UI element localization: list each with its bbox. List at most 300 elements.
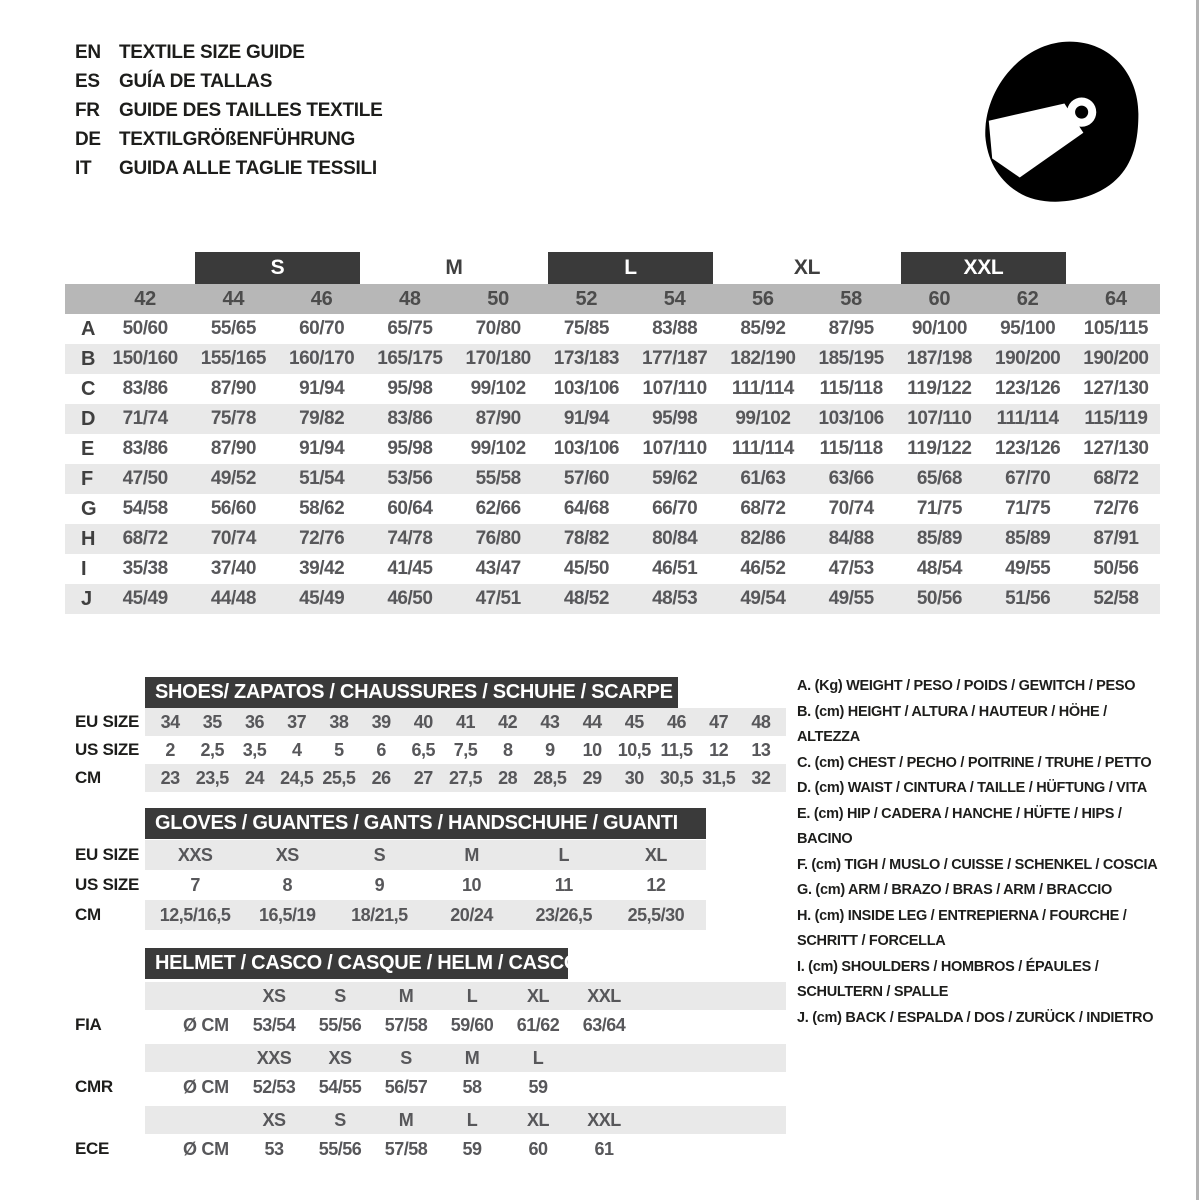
size-value: 32	[751, 767, 771, 788]
shoes-section-title: SHOES/ ZAPATOS / CHAUSSURES / SCHUHE / SCARPE	[155, 681, 673, 703]
size-value: 75/85	[563, 318, 609, 339]
helmet-size-label: L	[532, 1047, 544, 1068]
main-size-table	[65, 252, 1160, 614]
size-value: 31,5	[702, 767, 736, 788]
size-value: 127/130	[1083, 378, 1149, 399]
size-value: 87/91	[1093, 528, 1139, 549]
size-value: 44	[582, 711, 602, 732]
row-label-cmr: CMR	[75, 1077, 113, 1096]
size-value: 95/98	[387, 438, 433, 459]
size-value: 49/54	[740, 588, 786, 609]
size-value: 119/122	[907, 438, 972, 459]
size-value: 28,5	[533, 767, 567, 788]
helmet-size-value: 61	[594, 1138, 614, 1159]
row-letter: I	[81, 557, 87, 580]
size-value: 7,5	[453, 739, 478, 760]
language-code-de: DE	[75, 128, 101, 150]
size-value: 49/55	[1005, 558, 1051, 579]
measure-row-h	[65, 524, 1160, 554]
size-value: 84/88	[828, 528, 874, 549]
helmet-size-label: S	[334, 985, 346, 1006]
size-value: 111/114	[996, 408, 1059, 429]
main-table-rows	[65, 314, 1160, 614]
size-value: 45/50	[563, 558, 609, 579]
helmet-icon-svg	[975, 30, 1147, 208]
size-column-header-46: 46	[310, 287, 333, 310]
size-column-header-48: 48	[399, 287, 421, 310]
measure-row-a	[65, 314, 1160, 344]
size-value: 91/94	[299, 378, 345, 399]
size-value: XL	[644, 844, 667, 865]
size-value: 83/86	[122, 378, 168, 399]
helmet-size-value: 55/56	[318, 1014, 362, 1035]
size-value: 30	[624, 767, 644, 788]
page-right-border	[1196, 0, 1199, 1200]
size-value: 56/60	[210, 498, 256, 519]
size-value: 68/72	[740, 498, 786, 519]
helmet-size-header-row-fia	[145, 982, 786, 1010]
size-value: 49/55	[828, 588, 874, 609]
size-value: 10	[582, 739, 602, 760]
measure-row-c	[65, 374, 1160, 404]
helmet-size-value: 59	[528, 1076, 548, 1097]
legend-item-h: H. (cm) INSIDE LEG / ENTREPIERNA / FOURCHE / SCHRITT / FORCELLA	[797, 907, 1127, 949]
size-value: 107/110	[907, 408, 972, 429]
size-value: 85/89	[916, 528, 962, 549]
legend-item-i: I. (cm) SHOULDERS / HOMBROS / ÉPAULES / SCHULTERN / SPALLE	[797, 958, 1099, 1000]
size-value: 20/24	[450, 904, 493, 925]
size-value: 7	[190, 874, 200, 895]
main-table-header-row	[65, 284, 1160, 314]
size-value: L	[558, 844, 569, 865]
size-value: 45	[624, 711, 644, 732]
size-value: 83/86	[387, 408, 433, 429]
helmet-size-label: L	[466, 985, 478, 1006]
row-letter: E	[81, 437, 95, 460]
size-band-s: S	[195, 252, 360, 284]
size-value: 66/70	[652, 498, 698, 519]
size-value: 10	[462, 874, 482, 895]
measure-row-j	[65, 584, 1160, 614]
size-value: 26	[371, 767, 391, 788]
band-spacer	[65, 252, 189, 284]
helmet-size-value: 57/58	[384, 1138, 428, 1159]
row-letter: D	[81, 407, 96, 430]
helmet-value-row-cmr	[145, 1072, 786, 1102]
helmet-table-labels	[75, 1010, 113, 1196]
size-value: 58/62	[299, 498, 345, 519]
size-value: 50/56	[916, 588, 962, 609]
size-value: 12	[646, 874, 666, 895]
gloves-table-labels	[75, 840, 139, 930]
size-value: XS	[275, 844, 299, 865]
size-value: 76/80	[475, 528, 521, 549]
size-value: 70/80	[475, 318, 521, 339]
size-value: 48/53	[652, 588, 698, 609]
size-value: 10,5	[617, 739, 651, 760]
size-value: 39	[371, 711, 391, 732]
size-value: 51/56	[1005, 588, 1051, 609]
diameter-cm-label: Ø CM	[183, 1014, 229, 1035]
helmet-section-header	[145, 948, 580, 979]
gloves-section-header	[145, 808, 706, 839]
row-label-ece: ECE	[75, 1139, 110, 1158]
measure-row-e	[65, 434, 1160, 464]
size-value: 170/180	[465, 348, 531, 369]
size-value: 115/118	[819, 438, 883, 459]
helmet-value-row-fia	[145, 1010, 786, 1040]
size-value: 37	[287, 711, 307, 732]
helmet-size-value: 60	[528, 1138, 548, 1159]
helmet-size-label: XXL	[587, 985, 621, 1006]
table-row-us-size	[145, 870, 706, 900]
size-value: 24	[244, 767, 264, 788]
size-column-header-58: 58	[840, 287, 862, 310]
size-value: 62/66	[475, 498, 521, 519]
row-label-fia: FIA	[75, 1015, 102, 1034]
size-value: 11	[554, 874, 573, 895]
diameter-cm-label: Ø CM	[183, 1076, 229, 1097]
language-code-it: IT	[75, 157, 92, 179]
size-value: 47/50	[122, 468, 168, 489]
helmet-size-label: XL	[526, 1109, 549, 1130]
size-value: 45/49	[122, 588, 168, 609]
size-value: 177/187	[642, 348, 708, 369]
size-value: 36	[244, 711, 264, 732]
legend-item-a: A. (Kg) WEIGHT / PESO / POIDS / GEWITCH / PESO	[797, 678, 1136, 694]
size-column-header-56: 56	[752, 287, 774, 310]
size-value: 35	[202, 711, 222, 732]
table-row-us-size	[145, 736, 786, 764]
size-value: 107/110	[642, 378, 707, 399]
size-value: 99/102	[735, 408, 791, 429]
size-value: 43	[540, 711, 560, 732]
size-value: 50/60	[122, 318, 168, 339]
shoes-section-header	[145, 677, 678, 708]
size-value: 25,5/30	[627, 904, 685, 925]
row-letter: C	[81, 377, 96, 400]
helmet-icon	[975, 30, 1147, 208]
size-value: 12	[709, 739, 729, 760]
size-value: 99/102	[470, 438, 526, 459]
size-value: 64/68	[563, 498, 609, 519]
size-value: 13	[751, 739, 771, 760]
size-value: 87/90	[210, 438, 256, 459]
size-column-header-60: 60	[928, 287, 951, 310]
size-value: 90/100	[911, 318, 967, 339]
size-value: 111/114	[731, 438, 794, 459]
helmet-size-label: XS	[328, 1047, 352, 1068]
size-value: 75/78	[210, 408, 256, 429]
size-value: 71/74	[122, 408, 168, 429]
helmet-size-label: M	[398, 985, 414, 1006]
language-title-row	[75, 67, 382, 96]
measure-row-b	[65, 344, 1160, 374]
size-column-header-50: 50	[487, 287, 509, 310]
legend-item-b: B. (cm) HEIGHT / ALTURA / HAUTEUR / HÖHE / ALTEZZA	[797, 703, 1107, 745]
helmet-value-row-ece	[145, 1134, 786, 1164]
size-value: 82/86	[740, 528, 786, 549]
size-value: 87/95	[828, 318, 874, 339]
helmet-size-value: 57/58	[384, 1014, 428, 1035]
shoes-table-rows	[145, 708, 786, 792]
legend-item-d: D. (cm) WAIST / CINTURA / TAILLE / HÜFTUNG / VITA	[797, 780, 1147, 796]
size-value: 65/68	[916, 468, 962, 489]
guide-title-en: TEXTILE SIZE GUIDE	[119, 41, 305, 63]
gloves-table-rows	[145, 840, 706, 930]
row-label-cm: CM	[75, 768, 101, 787]
helmet-size-label: M	[398, 1109, 414, 1130]
helmet-size-value: 56/57	[384, 1076, 428, 1097]
language-title-row	[75, 96, 382, 125]
helmet-size-label: XS	[262, 985, 286, 1006]
size-value: 85/89	[1005, 528, 1051, 549]
size-value: 70/74	[828, 498, 874, 519]
size-value: 103/106	[818, 408, 884, 429]
measure-row-i	[65, 554, 1160, 584]
size-value: 34	[160, 711, 180, 732]
size-value: 99/102	[470, 378, 526, 399]
size-value: 48/52	[563, 588, 609, 609]
helmet-size-value: 63/64	[582, 1014, 626, 1035]
helmet-size-value: 55/56	[318, 1138, 362, 1159]
band-spacer	[1072, 252, 1160, 284]
size-value: 187/198	[906, 348, 972, 369]
size-value: 74/78	[387, 528, 433, 549]
size-value: 23,5	[195, 767, 229, 788]
size-value: 43/47	[475, 558, 521, 579]
language-title-list	[75, 38, 382, 183]
size-value: 50/56	[1093, 558, 1139, 579]
size-value: 60/70	[299, 318, 345, 339]
size-value: 42	[498, 711, 518, 732]
size-value: 30,5	[659, 767, 694, 788]
row-letter: H	[81, 527, 96, 550]
helmet-size-value: 53	[264, 1138, 284, 1159]
helmet-size-value: 52/53	[252, 1076, 296, 1097]
size-value: 9	[545, 739, 555, 760]
size-value: 3,5	[242, 739, 267, 760]
size-value: 59/62	[652, 468, 698, 489]
size-value: 95/98	[387, 378, 433, 399]
size-value: 16,5/19	[258, 904, 316, 925]
size-value: 57/60	[563, 468, 609, 489]
size-value: 24,5	[280, 767, 314, 788]
size-value: 185/195	[818, 348, 884, 369]
legend-item-f: F. (cm) TIGH / MUSLO / CUISSE / SCHENKEL / COSCIA	[797, 856, 1158, 873]
shoes-table-labels	[75, 708, 139, 792]
guide-title-fr: GUIDE DES TAILLES TEXTILE	[119, 99, 383, 121]
helmet-table-rows	[145, 982, 786, 1164]
table-row-cm	[145, 764, 786, 792]
helmet-size-header-row-ece	[145, 1106, 786, 1134]
size-value: S	[373, 844, 386, 865]
size-value: 165/175	[377, 348, 443, 369]
size-value: 49/52	[210, 468, 256, 489]
row-label-us-size: US SIZE	[75, 740, 140, 759]
size-column-header-62: 62	[1016, 287, 1039, 310]
language-title-row	[75, 125, 382, 154]
size-value: 23	[160, 767, 180, 788]
size-band-l: L	[548, 252, 713, 284]
row-label-eu-size: EU SIZE	[75, 712, 140, 731]
size-value: 61/63	[740, 468, 786, 489]
size-value: 95/100	[1000, 318, 1056, 339]
size-value: 155/165	[200, 348, 266, 369]
language-code-fr: FR	[75, 99, 100, 121]
size-column-header-44: 44	[222, 287, 245, 310]
legend-item-e: E. (cm) HIP / CADERA / HANCHE / HÜFTE / HIPS / BACINO	[797, 805, 1122, 847]
helmet-size-header-row-cmr	[145, 1044, 786, 1072]
table-row-eu-size	[145, 840, 706, 870]
language-title-row	[75, 38, 382, 67]
helmet-size-label: XXL	[587, 1109, 621, 1130]
helmet-size-value: 59	[462, 1138, 482, 1159]
size-value: 127/130	[1083, 438, 1149, 459]
size-value: 54/58	[122, 498, 168, 519]
size-value: 115/118	[819, 378, 883, 399]
size-value: 190/200	[995, 348, 1061, 369]
legend-item-c: C. (cm) CHEST / PECHO / POITRINE / TRUHE / PETTO	[797, 754, 1152, 771]
size-value: 18/21,5	[351, 904, 408, 925]
row-letter: B	[81, 347, 96, 370]
size-value: 80/84	[652, 528, 698, 549]
size-value: 48	[751, 711, 771, 732]
size-value: 44/48	[210, 588, 256, 609]
guide-title-de: TEXTILGRÖßENFÜHRUNG	[119, 128, 356, 150]
row-label-cm: CM	[75, 905, 101, 924]
helmet-size-value: 58	[462, 1076, 482, 1097]
helmet-size-value: 61/62	[516, 1014, 560, 1035]
size-value: 79/82	[299, 408, 345, 429]
legend-item-j: J. (cm) BACK / ESPALDA / DOS / ZURÜCK / INDIETRO	[797, 1009, 1154, 1026]
size-value: 27	[413, 767, 433, 788]
size-value: 83/88	[652, 318, 698, 339]
size-value: 28	[498, 767, 518, 788]
size-value: 160/170	[289, 348, 355, 369]
size-value: 72/76	[1093, 498, 1139, 519]
size-value: 40	[413, 711, 433, 732]
guide-title-it: GUIDA ALLE TAGLIE TESSILI	[119, 157, 377, 179]
helmet-size-value: 59/60	[450, 1014, 494, 1035]
helmet-size-label: XL	[526, 985, 549, 1006]
size-value: 46/51	[652, 558, 698, 579]
size-value: 123/126	[995, 378, 1061, 399]
helmet-size-label: XS	[262, 1109, 286, 1130]
size-value: 115/119	[1084, 408, 1148, 429]
size-value: 46	[666, 711, 686, 732]
row-letter: J	[81, 587, 92, 610]
size-value: 71/75	[916, 498, 962, 519]
size-value: 12,5/16,5	[159, 904, 231, 925]
size-value: 5	[334, 739, 344, 760]
size-value: 119/122	[907, 378, 972, 399]
helmet-size-value: 54/55	[318, 1076, 362, 1097]
guide-title-es: GUÍA DE TALLAS	[119, 70, 273, 92]
size-column-header-42: 42	[134, 287, 156, 310]
size-value: 103/106	[553, 378, 619, 399]
size-value: 48/54	[916, 558, 962, 579]
size-value: 91/94	[563, 408, 609, 429]
size-value: 2	[165, 739, 175, 760]
row-label-eu-size: EU SIZE	[75, 845, 140, 864]
size-band-xl: XL	[793, 256, 821, 279]
size-value: 68/72	[1093, 468, 1139, 489]
size-value: 37/40	[210, 558, 256, 579]
size-value: 9	[374, 874, 385, 895]
row-label-us-size: US SIZE	[75, 875, 140, 894]
diameter-cm-label: Ø CM	[183, 1138, 229, 1159]
size-value: 182/190	[730, 348, 796, 369]
helmet-section-title: HELMET / CASCO / CASQUE / HELM / CASCO	[155, 952, 580, 974]
size-value: 41	[455, 711, 475, 732]
size-value: 68/72	[122, 528, 168, 549]
helmet-size-value: 53/54	[252, 1014, 296, 1035]
size-column-header-52: 52	[575, 287, 598, 310]
size-value: 65/75	[387, 318, 433, 339]
size-value: 70/74	[210, 528, 256, 549]
size-value: 46/50	[387, 588, 433, 609]
main-table-band-row	[65, 252, 1160, 284]
size-value: 39/42	[299, 558, 345, 579]
language-title-row	[75, 154, 382, 183]
size-value: 11,5	[660, 739, 693, 760]
size-value: 67/70	[1005, 468, 1051, 489]
size-value: 35/38	[122, 558, 168, 579]
helmet-size-label: L	[466, 1109, 478, 1130]
size-value: 91/94	[299, 438, 345, 459]
size-value: 2,5	[200, 739, 225, 760]
size-value: 103/106	[553, 438, 619, 459]
size-band-m: M	[445, 256, 463, 279]
legend-item-g: G. (cm) ARM / BRAZO / BRAS / ARM / BRACCIO	[797, 882, 1112, 898]
size-column-header-54: 54	[663, 287, 686, 310]
size-value: 8	[282, 874, 292, 895]
size-value: 4	[291, 739, 302, 760]
size-value: 27,5	[448, 767, 483, 788]
size-value: 83/86	[122, 438, 168, 459]
size-value: 47	[709, 711, 729, 732]
language-code-es: ES	[75, 70, 100, 92]
size-column-header-64: 64	[1105, 287, 1127, 310]
size-value: 29	[582, 767, 602, 788]
language-code-en: EN	[75, 41, 101, 63]
table-row-cm	[145, 900, 706, 930]
size-value: 38	[329, 711, 349, 732]
size-value: 47/53	[828, 558, 874, 579]
size-value: XXS	[177, 844, 213, 865]
size-value: 107/110	[642, 438, 707, 459]
size-value: 173/183	[553, 348, 619, 369]
measure-row-d	[65, 404, 1160, 434]
row-letter: A	[81, 317, 96, 340]
size-value: 47/51	[475, 588, 521, 609]
size-value: 105/115	[1083, 318, 1148, 339]
size-value: 45/49	[299, 588, 345, 609]
size-value: 71/75	[1005, 498, 1051, 519]
size-value: 41/45	[387, 558, 433, 579]
measure-row-g	[65, 494, 1160, 524]
helmet-size-label: S	[400, 1047, 412, 1068]
size-value: 8	[502, 739, 513, 760]
size-value: 87/90	[210, 378, 256, 399]
size-value: 78/82	[563, 528, 609, 549]
size-value: 150/160	[112, 348, 178, 369]
size-band-xxl: XXL	[901, 252, 1066, 284]
size-value: 123/126	[995, 438, 1061, 459]
helmet-size-label: XXS	[256, 1047, 292, 1068]
size-value: 55/65	[210, 318, 256, 339]
